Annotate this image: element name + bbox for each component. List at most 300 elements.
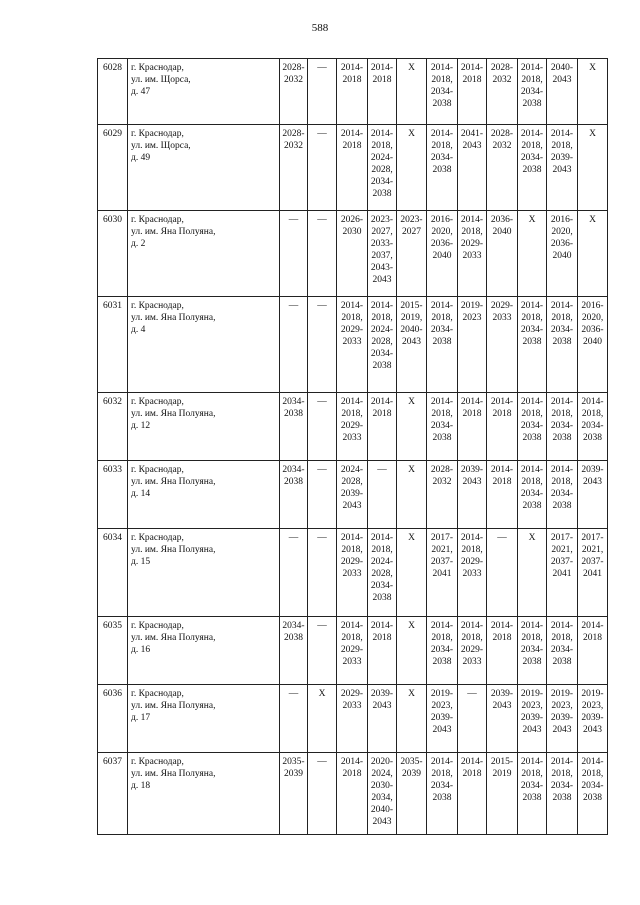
table-row xyxy=(98,529,608,617)
period-line: 2019- xyxy=(581,689,604,699)
period-cell xyxy=(578,125,608,211)
address-line: д. 15 xyxy=(131,557,151,567)
period-cell xyxy=(308,59,337,125)
address-line: ул. им. Яна Полуяна, xyxy=(131,313,216,323)
period-line: 2032 xyxy=(492,141,512,151)
period-line: 2014- xyxy=(520,129,544,139)
period-line: 2018, xyxy=(341,633,363,643)
period-line: 2043 xyxy=(342,501,362,511)
period-line: 2028, xyxy=(371,165,393,175)
period-line: 2034- xyxy=(550,645,574,655)
period-line: 2043 xyxy=(552,165,572,175)
period-line: 2034- xyxy=(550,421,574,431)
period-line: 2038 xyxy=(552,501,572,511)
period-line: 2018 xyxy=(462,769,482,779)
period-line: — xyxy=(317,129,327,139)
period-line: 2018, xyxy=(431,141,453,151)
period-cell xyxy=(518,393,547,461)
period-line: 2018, xyxy=(551,633,573,643)
period-cell xyxy=(427,125,458,211)
address-cell xyxy=(128,461,280,529)
period-line: 2018, xyxy=(371,313,393,323)
period-cell xyxy=(578,461,608,529)
period-line: 2036- xyxy=(430,239,454,249)
period-cell xyxy=(578,685,608,753)
period-line: 2038 xyxy=(583,433,602,443)
period-line: 2034- xyxy=(550,489,574,499)
period-line: 2038 xyxy=(522,337,542,347)
period-line: — xyxy=(377,465,387,475)
period-line: 2034- xyxy=(581,421,604,431)
period-cell xyxy=(337,297,368,393)
period-line: 2039- xyxy=(550,153,574,163)
period-cell xyxy=(280,461,308,529)
period-line: 2039- xyxy=(460,465,484,475)
period-cell xyxy=(397,297,427,393)
period-cell xyxy=(337,59,368,125)
period-line: 2038 xyxy=(522,657,542,667)
table-row xyxy=(98,753,608,835)
address-cell xyxy=(128,685,280,753)
period-line: 2033 xyxy=(342,657,362,667)
period-line: 2014- xyxy=(460,533,484,543)
period-line: 2028- xyxy=(430,465,454,475)
period-line: 2039- xyxy=(581,465,604,475)
address-line: ул. им. Яна Полуяна, xyxy=(131,477,216,487)
period-line: 2014- xyxy=(370,301,394,311)
period-line: 2019- xyxy=(460,301,484,311)
period-line: 2034- xyxy=(520,87,544,97)
address-cell xyxy=(128,529,280,617)
period-line: X xyxy=(408,465,415,475)
period-line: 2014- xyxy=(460,397,484,407)
period-line: 2018 xyxy=(492,409,512,419)
period-cell xyxy=(547,753,578,835)
period-line: 2014- xyxy=(370,129,394,139)
address-line: г. Краснодар, xyxy=(131,63,184,73)
period-line: 2043 xyxy=(432,725,452,735)
period-line: 2039- xyxy=(581,713,604,723)
period-line: 2018 xyxy=(583,633,602,643)
period-line: — xyxy=(317,757,327,767)
period-line: 2018, xyxy=(341,409,363,419)
period-line: 2028- xyxy=(282,63,305,73)
address-line: г. Краснодар, xyxy=(131,533,184,543)
period-line: 2014- xyxy=(581,621,604,631)
period-line: X xyxy=(528,215,536,225)
period-line: 2040 xyxy=(552,251,572,261)
period-line: 2014- xyxy=(550,465,574,475)
period-cell xyxy=(397,617,427,685)
period-cell xyxy=(397,529,427,617)
period-line: 2029- xyxy=(340,421,364,431)
period-line: 2014- xyxy=(460,63,484,73)
period-line: 2018, xyxy=(551,409,573,419)
period-line: 2014- xyxy=(370,621,394,631)
period-line: 2043 xyxy=(583,725,602,735)
period-line: 2034- xyxy=(370,581,394,591)
period-cell xyxy=(578,617,608,685)
period-line: 2018, xyxy=(521,75,543,85)
period-line: 2018, xyxy=(371,545,393,555)
period-cell xyxy=(308,211,337,297)
period-line: 2014- xyxy=(490,465,514,475)
period-line: 2018, xyxy=(551,769,573,779)
period-line: 2014- xyxy=(520,757,544,767)
period-line: 2018, xyxy=(341,313,363,323)
period-line: 2034- xyxy=(282,465,305,475)
period-line: 2040- xyxy=(370,805,394,815)
period-line: 2041 xyxy=(552,569,572,579)
period-cell xyxy=(518,211,547,297)
period-cell xyxy=(458,685,487,753)
address-line: д. 2 xyxy=(131,239,146,249)
period-line: 2018 xyxy=(342,769,362,779)
period-cell xyxy=(427,59,458,125)
period-cell xyxy=(308,125,337,211)
period-line: 2041- xyxy=(460,129,484,139)
period-line: 2014- xyxy=(460,757,484,767)
period-line: 2043 xyxy=(522,725,542,735)
period-line: 2038 xyxy=(284,477,303,487)
period-cell xyxy=(518,461,547,529)
period-line: 2021, xyxy=(581,545,604,555)
period-line: 2034- xyxy=(520,421,544,431)
period-cell xyxy=(368,617,397,685)
period-line: 2036- xyxy=(550,239,574,249)
table-row xyxy=(98,685,608,753)
period-cell xyxy=(458,753,487,835)
period-cell xyxy=(397,685,427,753)
period-line: 2024- xyxy=(340,465,364,475)
period-cell xyxy=(578,753,608,835)
period-cell xyxy=(337,393,368,461)
period-cell xyxy=(487,617,518,685)
period-line: 2018, xyxy=(461,227,483,237)
period-line: X xyxy=(408,129,415,139)
period-line: — xyxy=(317,301,327,311)
period-line: — xyxy=(317,63,327,73)
period-line: 2014- xyxy=(430,621,454,631)
period-line: X xyxy=(589,129,596,139)
period-cell xyxy=(397,125,427,211)
period-line: 2038 xyxy=(552,657,572,667)
period-line: 2034- xyxy=(370,177,394,187)
period-cell xyxy=(337,753,368,835)
period-line: 2018, xyxy=(521,477,543,487)
address-line: г. Краснодар, xyxy=(131,621,184,631)
period-line: 2033- xyxy=(370,239,394,249)
period-line: 2018, xyxy=(581,409,604,419)
period-line: 2034- xyxy=(520,781,544,791)
period-line: 2026- xyxy=(340,215,364,225)
period-cell xyxy=(337,685,368,753)
period-line: 2030 xyxy=(342,227,362,237)
period-line: 2043 xyxy=(583,477,602,487)
period-line: 2043- xyxy=(370,263,394,273)
period-line: 2023, xyxy=(431,701,453,711)
period-line: 2027, xyxy=(371,227,393,237)
period-cell xyxy=(518,125,547,211)
period-line: 2040- xyxy=(400,325,423,335)
period-cell xyxy=(308,393,337,461)
period-line: 2038 xyxy=(432,433,452,443)
period-line: 2014- xyxy=(550,397,574,407)
period-line: 2038 xyxy=(432,165,452,175)
period-cell xyxy=(547,617,578,685)
period-line: 2038 xyxy=(522,165,542,175)
address-line: г. Краснодар, xyxy=(131,129,184,139)
period-line: 2014- xyxy=(340,621,364,631)
period-line: 2034- xyxy=(370,349,394,359)
period-line: 2023 xyxy=(462,313,482,323)
period-line: 2018 xyxy=(372,633,392,643)
address-line: г. Краснодар, xyxy=(131,301,184,311)
period-line: 2039- xyxy=(370,689,394,699)
address-line: д. 14 xyxy=(131,489,151,499)
table-row xyxy=(98,297,608,393)
period-line: 2014- xyxy=(370,533,394,543)
period-line: X xyxy=(318,689,326,699)
period-cell xyxy=(458,125,487,211)
table-row xyxy=(98,617,608,685)
period-line: 2014- xyxy=(340,129,364,139)
address-line: г. Краснодар, xyxy=(131,465,184,475)
period-line: 2030- xyxy=(370,781,394,791)
period-line: 2038 xyxy=(522,99,542,109)
period-cell xyxy=(337,529,368,617)
period-line: 2032 xyxy=(492,75,512,85)
table-row xyxy=(98,393,608,461)
period-cell xyxy=(487,685,518,753)
period-line: 2018 xyxy=(462,75,482,85)
period-line: 2018 xyxy=(372,75,392,85)
period-cell xyxy=(458,461,487,529)
period-cell xyxy=(427,297,458,393)
period-line: 2034- xyxy=(430,153,454,163)
period-line: 2028, xyxy=(341,477,363,487)
period-line: 2017- xyxy=(550,533,574,543)
period-line: 2038 xyxy=(583,793,602,803)
period-line: 2014- xyxy=(520,301,544,311)
period-line: 2015- xyxy=(400,301,423,311)
period-line: 2014- xyxy=(520,63,544,73)
period-line: 2039- xyxy=(550,713,574,723)
period-line: — xyxy=(317,215,327,225)
period-cell xyxy=(427,753,458,835)
period-line: 2018, xyxy=(521,633,543,643)
period-line: 2043 xyxy=(372,701,392,711)
period-line: 2015- xyxy=(490,757,514,767)
period-cell xyxy=(578,211,608,297)
period-cell xyxy=(280,297,308,393)
period-cell xyxy=(280,59,308,125)
period-line: 2018, xyxy=(521,409,543,419)
period-line: 2014- xyxy=(581,397,604,407)
period-line: 2014- xyxy=(520,621,544,631)
period-line: — xyxy=(467,689,477,699)
address-line: д. 49 xyxy=(131,153,151,163)
period-cell xyxy=(308,461,337,529)
address-line: д. 16 xyxy=(131,645,151,655)
period-line: 2034- xyxy=(520,489,544,499)
period-cell xyxy=(518,297,547,393)
period-cell xyxy=(487,753,518,835)
address-line: ул. им. Яна Полуяна, xyxy=(131,769,216,779)
period-line: 2043 xyxy=(462,141,482,151)
period-cell xyxy=(427,211,458,297)
address-line: г. Краснодар, xyxy=(131,757,184,767)
period-cell xyxy=(368,753,397,835)
period-line: 2014- xyxy=(550,757,574,767)
period-cell xyxy=(487,297,518,393)
address-line: ул. им. Щорса, xyxy=(131,75,191,85)
period-line: 2018, xyxy=(431,409,453,419)
register-table xyxy=(97,58,608,835)
period-line: 2038 xyxy=(284,633,303,643)
period-line: X xyxy=(408,689,415,699)
period-line: 2018 xyxy=(342,141,362,151)
address-line: д. 17 xyxy=(131,713,151,723)
period-cell xyxy=(458,393,487,461)
period-line: 2014- xyxy=(340,533,364,543)
period-cell xyxy=(458,211,487,297)
period-cell xyxy=(368,297,397,393)
period-line: 2018, xyxy=(551,141,573,151)
period-line: 2039- xyxy=(490,689,514,699)
period-line: 2032 xyxy=(284,75,303,85)
period-line: 2033 xyxy=(342,569,362,579)
period-line: 2020, xyxy=(581,313,604,323)
period-cell xyxy=(397,59,427,125)
period-cell xyxy=(280,125,308,211)
period-line: 2024- xyxy=(370,557,394,567)
period-line: 2033 xyxy=(342,701,362,711)
period-line: 2034- xyxy=(282,621,305,631)
period-line: 2016- xyxy=(430,215,454,225)
address-line: д. 12 xyxy=(131,421,151,431)
period-line: 2038 xyxy=(522,793,542,803)
period-line: 2038 xyxy=(432,657,452,667)
period-line: 2019, xyxy=(400,313,423,323)
period-line: — xyxy=(317,465,327,475)
period-line: 2024- xyxy=(370,153,394,163)
period-line: 2016- xyxy=(581,301,604,311)
period-line: 2034- xyxy=(430,87,454,97)
period-line: 2014- xyxy=(550,301,574,311)
period-line: 2023, xyxy=(581,701,604,711)
period-line: 2033 xyxy=(342,433,362,443)
period-cell xyxy=(397,211,427,297)
period-cell xyxy=(368,211,397,297)
period-line: — xyxy=(317,397,327,407)
address-cell xyxy=(128,211,280,297)
period-line: 2038 xyxy=(522,433,542,443)
period-cell xyxy=(547,297,578,393)
period-cell xyxy=(547,393,578,461)
period-line: 2014- xyxy=(340,63,364,73)
period-line: 2023- xyxy=(370,215,394,225)
address-line: г. Краснодар, xyxy=(131,215,184,225)
address-cell xyxy=(128,125,280,211)
period-line: 2014- xyxy=(430,129,454,139)
period-cell xyxy=(368,59,397,125)
period-cell xyxy=(547,59,578,125)
period-line: — xyxy=(317,533,327,543)
address-line: ул. им. Яна Полуяна, xyxy=(131,701,216,711)
period-cell xyxy=(368,125,397,211)
period-line: 2041 xyxy=(583,569,602,579)
period-cell xyxy=(308,753,337,835)
row-number: 6033 xyxy=(98,461,128,529)
period-line: 2029- xyxy=(460,645,484,655)
period-line: 2014- xyxy=(430,757,454,767)
period-line: 2029- xyxy=(460,557,484,567)
period-cell xyxy=(578,393,608,461)
address-cell xyxy=(128,753,280,835)
period-line: 2028, xyxy=(371,337,393,347)
period-line: 2040- xyxy=(550,63,574,73)
table-row xyxy=(98,59,608,125)
period-cell xyxy=(337,461,368,529)
period-cell xyxy=(518,685,547,753)
period-line: 2028- xyxy=(490,129,514,139)
period-cell xyxy=(547,685,578,753)
period-line: 2020- xyxy=(370,757,394,767)
address-cell xyxy=(128,393,280,461)
period-cell xyxy=(578,297,608,393)
period-line: 2019 xyxy=(492,769,512,779)
period-line: 2040 xyxy=(583,337,602,347)
period-line: 2014- xyxy=(581,757,604,767)
address-cell xyxy=(128,297,280,393)
row-number: 6035 xyxy=(98,617,128,685)
period-line: 2038 xyxy=(552,793,572,803)
period-line: 2018 xyxy=(492,477,512,487)
period-line: 2018, xyxy=(551,477,573,487)
period-line: 2028- xyxy=(282,129,305,139)
period-line: 2034- xyxy=(430,325,454,335)
period-line: 2014- xyxy=(490,621,514,631)
period-cell xyxy=(458,297,487,393)
period-line: 2014- xyxy=(460,215,484,225)
period-line: 2038 xyxy=(372,189,392,199)
period-line: — xyxy=(317,621,327,631)
period-line: 2018, xyxy=(521,313,543,323)
period-cell xyxy=(487,59,518,125)
row-number: 6036 xyxy=(98,685,128,753)
period-line: 2014- xyxy=(370,63,394,73)
period-cell xyxy=(280,529,308,617)
period-cell xyxy=(458,617,487,685)
period-cell xyxy=(308,685,337,753)
period-line: 2023, xyxy=(551,701,573,711)
period-line: X xyxy=(408,397,415,407)
period-cell xyxy=(397,461,427,529)
period-line: 2037- xyxy=(430,557,454,567)
address-line: д. 47 xyxy=(131,87,151,97)
period-line: 2043 xyxy=(492,701,512,711)
period-cell xyxy=(337,617,368,685)
period-line: X xyxy=(408,533,415,543)
period-line: 2034- xyxy=(550,325,574,335)
page-number: 588 xyxy=(311,22,329,34)
period-line: 2018, xyxy=(371,141,393,151)
period-line: 2029- xyxy=(340,325,364,335)
period-line: — xyxy=(288,533,299,543)
period-line: 2014- xyxy=(430,63,454,73)
period-line: 2014- xyxy=(520,465,544,475)
